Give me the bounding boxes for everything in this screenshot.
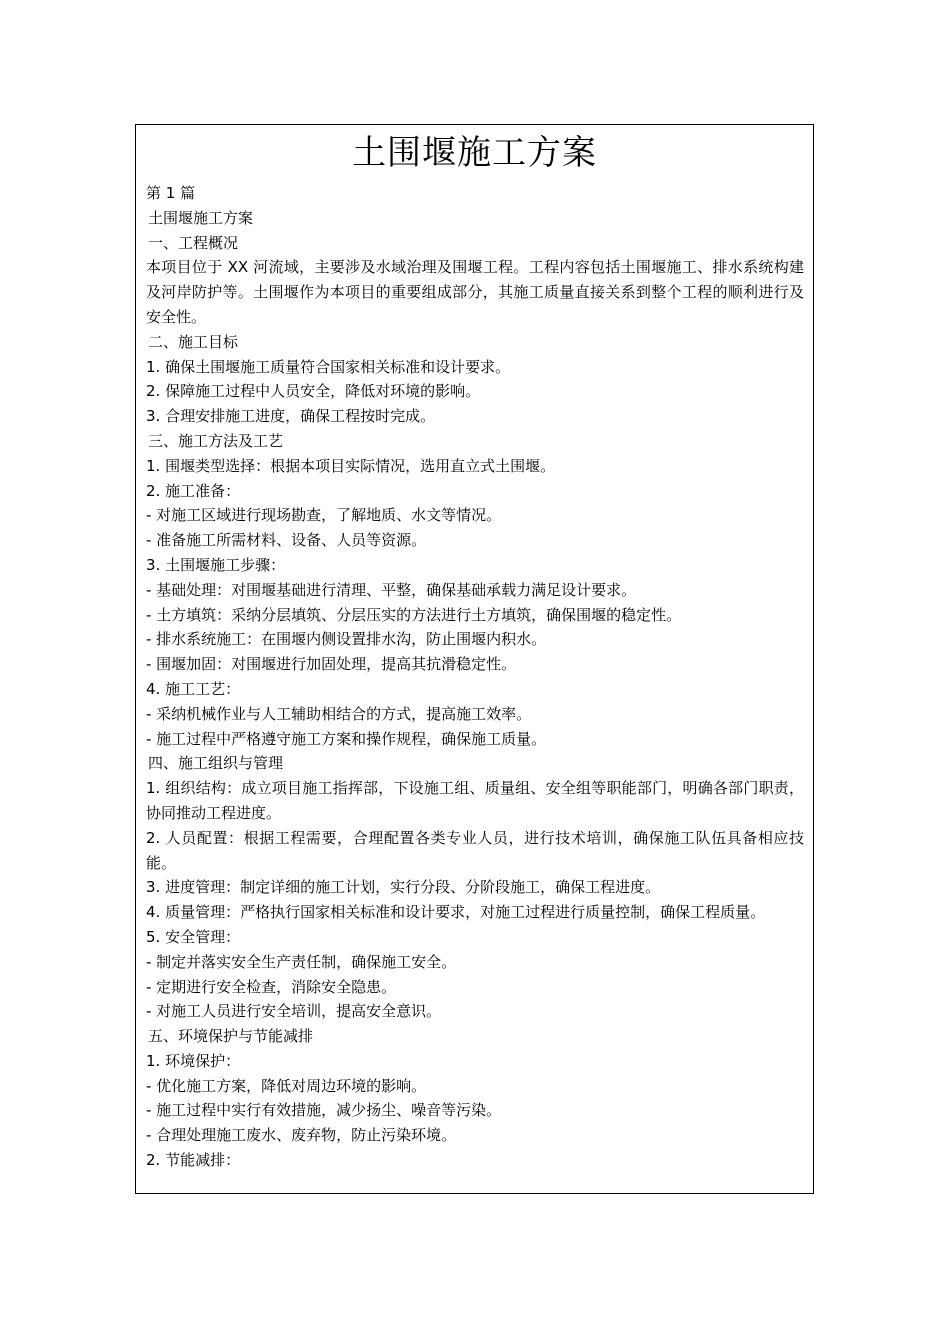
paragraph-line: - 定期进行安全检查，消除安全隐患。 bbox=[146, 977, 397, 996]
section-heading: 土围堰施工方案 bbox=[148, 208, 254, 227]
paragraph-line: 第 1 篇 bbox=[146, 184, 196, 202]
paragraph-line: - 土方填筑：采纳分层填筑、分层压实的方法进行土方填筑，确保围堰的稳定性。 bbox=[146, 605, 682, 624]
paragraph-line: - 优化施工方案，降低对周边环境的影响。 bbox=[146, 1076, 427, 1095]
paragraph-line: 2. 人员配置：根据工程需要，合理配置各类专业人员，进行技术培训，确保施工队伍具备相应技能。 bbox=[146, 828, 804, 872]
paragraph-line: - 排水系统施工：在围堰内侧设置排水沟，防止围堰内积水。 bbox=[146, 630, 547, 649]
paragraph-line: 2. 保障施工过程中人员安全，降低对环境的影响。 bbox=[146, 382, 481, 401]
paragraph-line: 3. 进度管理：制定详细的施工计划，实行分段、分阶段施工，确保工程进度。 bbox=[146, 878, 661, 897]
paragraph-line: 2. 节能减排： bbox=[146, 1151, 241, 1170]
paragraph-line: - 施工过程中实行有效措施，减少扬尘、噪音等污染。 bbox=[146, 1101, 502, 1120]
paragraph-line: 3. 土围堰施工步骤： bbox=[146, 555, 286, 574]
section-heading: 三、施工方法及工艺 bbox=[148, 431, 284, 450]
paragraph-line: 1. 环境保护： bbox=[146, 1051, 241, 1070]
document-frame bbox=[135, 124, 814, 1194]
paragraph-line: 5. 安全管理： bbox=[146, 927, 241, 946]
paragraph-line: - 制定并落实安全生产责任制，确保施工安全。 bbox=[146, 952, 457, 971]
section-heading: 二、施工目标 bbox=[148, 332, 239, 351]
document-title: 土围堰施工方案 bbox=[352, 133, 597, 173]
paragraph-line: 1. 围堰类型选择：根据本项目实际情况，选用直立式土围堰。 bbox=[146, 456, 556, 475]
paragraph-line: 4. 质量管理：严格执行国家相关标准和设计要求，对施工过程进行质量控制，确保工程质量。 bbox=[146, 903, 766, 922]
paragraph-line: - 对施工区域进行现场勘查，了解地质、水文等情况。 bbox=[146, 506, 502, 525]
paragraph-line: 3. 合理安排施工进度，确保工程按时完成。 bbox=[146, 407, 436, 426]
paragraph-line: - 施工过程中严格遵守施工方案和操作规程，确保施工质量。 bbox=[146, 729, 547, 748]
paragraph-line: 1. 组织结构：成立项目施工指挥部，下设施工组、质量组、安全组等职能部门，明确各部门职责，协同推动工程进度。 bbox=[146, 779, 804, 822]
section-heading: 四、施工组织与管理 bbox=[148, 754, 284, 773]
paragraph-line: 1. 确保土围堰施工质量符合国家相关标准和设计要求。 bbox=[146, 357, 511, 376]
paragraph-line: - 采纳机械作业与人工辅助相结合的方式，提高施工效率。 bbox=[146, 704, 532, 723]
paragraph-line: - 准备施工所需材料、设备、人员等资源。 bbox=[146, 531, 427, 550]
paragraph-line: - 基础处理：对围堰基础进行清理、平整，确保基础承载力满足设计要求。 bbox=[146, 580, 637, 599]
section-heading: 一、工程概况 bbox=[148, 233, 239, 252]
paragraph-line: 2. 施工准备： bbox=[146, 481, 241, 500]
document-body bbox=[136, 181, 813, 1173]
paragraph-line: 本项目位于 XX 河流域，主要涉及水域治理及围堰工程。工程内容包括土围堰施工、排水系统构建及河岸防护等。土围堰作为本项目的重要组成部分，其施工质量直接关系到整个工程的顺利进行及安全性。 bbox=[146, 258, 804, 326]
paragraph-line: - 对施工人员进行安全培训，提高安全意识。 bbox=[146, 1002, 442, 1021]
section-heading: 五、环境保护与节能减排 bbox=[148, 1027, 314, 1046]
paragraph-line: - 围堰加固：对围堰进行加固处理，提高其抗滑稳定性。 bbox=[146, 655, 517, 674]
paragraph-line: - 合理处理施工废水、废弃物，防止污染环境。 bbox=[146, 1126, 457, 1145]
paragraph-line: 4. 施工工艺： bbox=[146, 679, 241, 698]
